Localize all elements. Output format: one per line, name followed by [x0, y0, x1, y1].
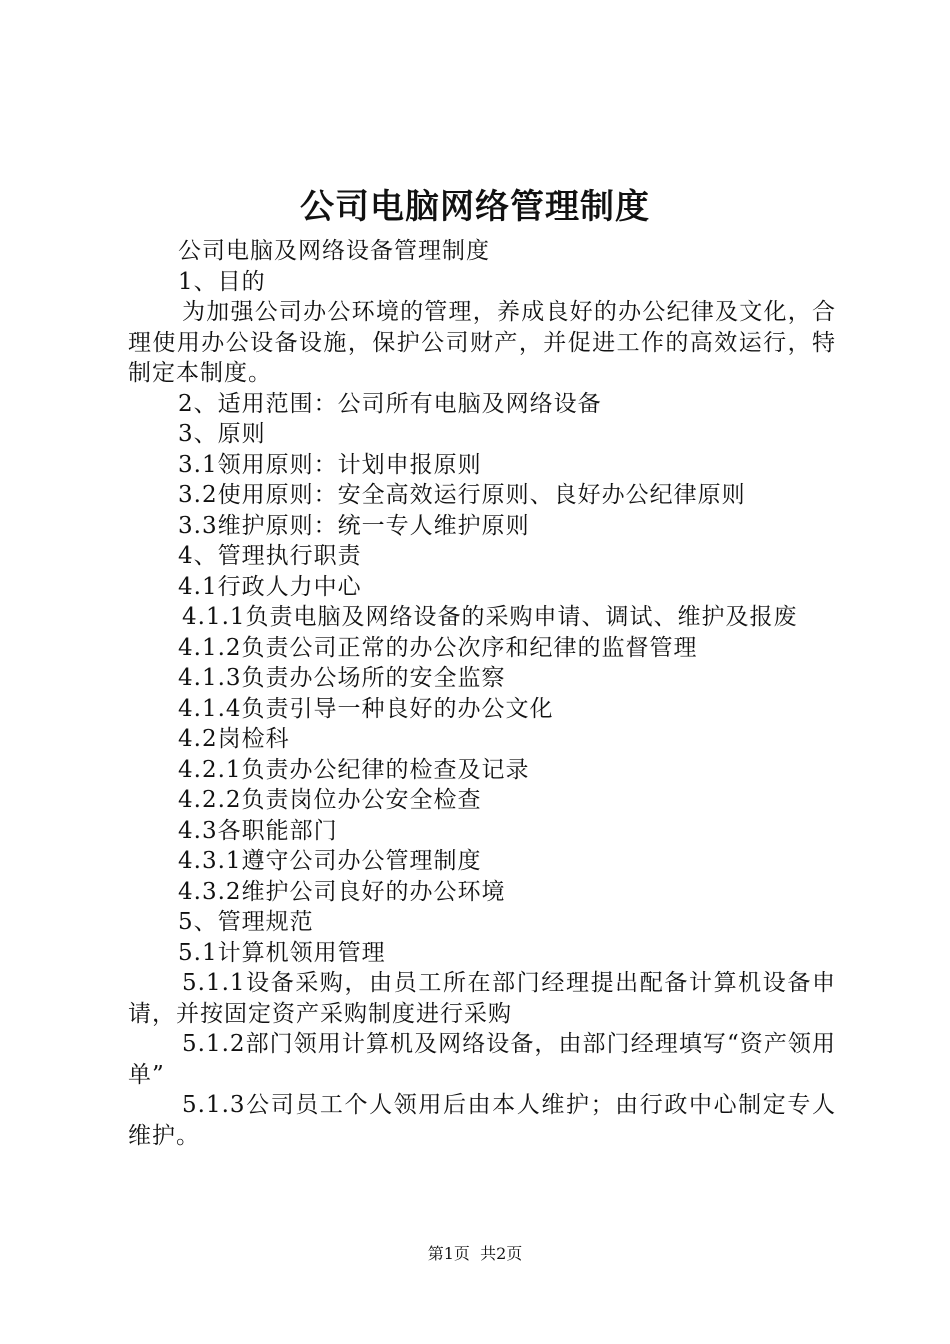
paragraph: 5.1.2部门领用计算机及网络设备，由部门经理填写“资产领用单” [128, 1031, 836, 1088]
paragraph: 4.1行政人力中心 [178, 573, 362, 600]
paragraph: 5.1.3公司员工个人领用后由本人维护；由行政中心制定专人维护。 [128, 1092, 836, 1149]
page-footer [0, 1242, 950, 1266]
paragraph: 1、目的 [178, 268, 266, 295]
page-total: 共2页 [480, 1244, 523, 1263]
document-title: 公司电脑网络管理制度 [300, 187, 650, 227]
paragraph: 4.3.2维护公司良好的办公环境 [178, 878, 506, 905]
paragraph: 2、适用范围：公司所有电脑及网络设备 [178, 390, 602, 417]
paragraph: 3、原则 [178, 421, 266, 447]
paragraph: 4.2岗检科 [178, 726, 290, 752]
paragraph: 3.1领用原则：计划申报原则 [178, 451, 482, 478]
paragraph: 5、管理规范 [178, 909, 314, 935]
paragraph: 4.1.3负责办公场所的安全监察 [178, 665, 506, 691]
document-body [128, 236, 836, 1151]
paragraph: 4.3各职能部门 [178, 817, 338, 844]
paragraph: 5.1.1设备采购，由员工所在部门经理提出配备计算机设备申请，并按固定资产采购制度进行采购 [128, 970, 836, 1027]
paragraph: 4.1.1负责电脑及网络设备的采购申请、调试、维护及报废 [182, 604, 798, 630]
paragraph: 4.2.1负责办公纪律的检查及记录 [178, 756, 530, 783]
paragraph: 4.3.1遵守公司办公管理制度 [178, 848, 482, 874]
paragraph: 4、管理执行职责 [178, 543, 362, 569]
paragraph: 公司电脑及网络设备管理制度 [178, 238, 490, 264]
paragraph: 4.1.4负责引导一种良好的办公文化 [178, 695, 554, 722]
paragraph: 4.2.2负责岗位办公安全检查 [178, 787, 482, 813]
paragraph: 3.3维护原则：统一专人维护原则 [178, 512, 530, 539]
page-number: 第1页 [427, 1244, 470, 1263]
paragraph: 5.1计算机领用管理 [178, 939, 386, 966]
paragraph: 4.1.2负责公司正常的办公次序和纪律的监督管理 [178, 634, 698, 661]
paragraph: 为加强公司办公环境的管理，养成良好的办公纪律及文化，合理使用办公设备设施，保护公司财产，并促进工作的高效运行，特制定本制度。 [128, 299, 836, 386]
paragraph: 3.2使用原则：安全高效运行原则、良好办公纪律原则 [178, 482, 746, 508]
